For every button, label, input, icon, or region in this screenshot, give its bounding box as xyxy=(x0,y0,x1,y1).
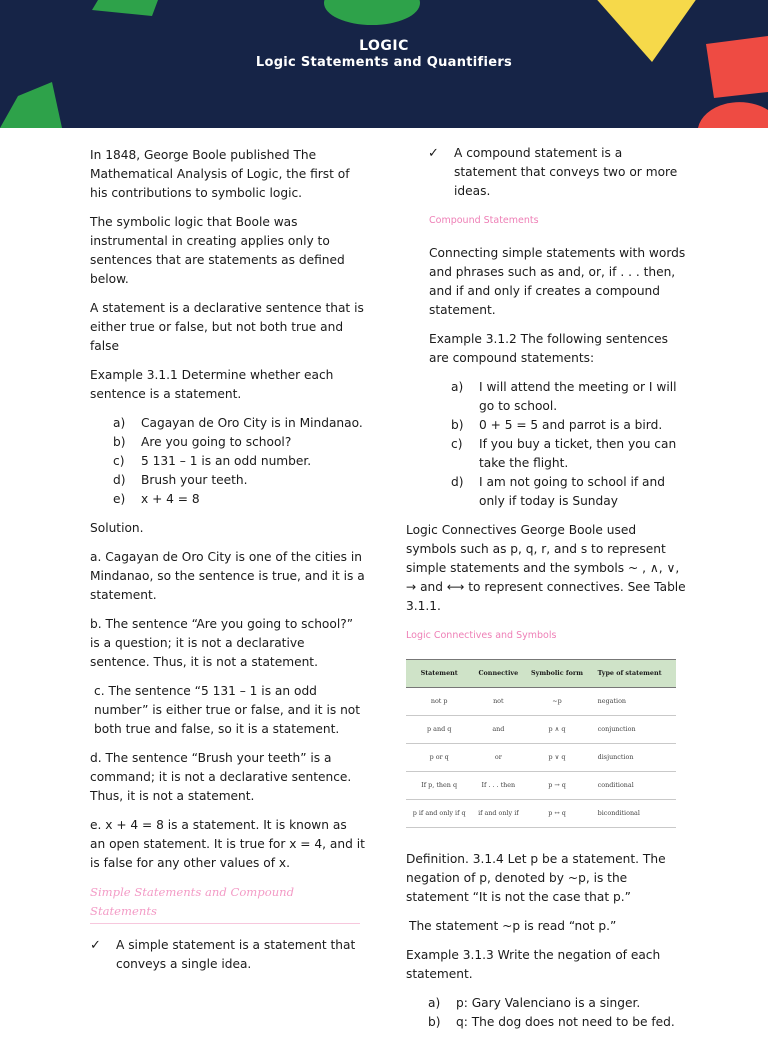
table-cell: or xyxy=(472,744,524,772)
compound-statement-bullet xyxy=(428,144,686,201)
connecting-paragraph: Connecting simple statements with words and phrases such as and, or, if . . . then, and if and only if creates a compound statement. xyxy=(429,246,686,317)
table-cell: p → q xyxy=(524,772,589,800)
table-row xyxy=(406,772,676,800)
solution-d: d. The sentence “Brush your teeth” is a command; it is not a declarative sentence. Thus, it is not a statement. xyxy=(90,751,352,803)
table-cell: not p xyxy=(406,688,472,716)
table-header: Symbolic form xyxy=(524,660,589,688)
table-heading: Logic Connectives and Symbols xyxy=(406,630,557,641)
intro-paragraph: In 1848, George Boole published The Mathematical Analysis of Logic, the first of his contributions to symbolic logic. xyxy=(90,148,350,200)
table-cell: p ↔ q xyxy=(524,800,589,828)
table-cell: ~p xyxy=(524,688,589,716)
table-row xyxy=(406,688,676,716)
list-item: b) q: The dog does not need to be fed. xyxy=(428,1015,675,1029)
compound-statements-heading: Compound Statements xyxy=(429,215,539,226)
banner-subtitle: Logic Statements and Quantifiers xyxy=(255,55,513,70)
example-3-1-3-list xyxy=(428,994,686,1032)
table-cell: negation xyxy=(590,688,676,716)
solution-b: b. The sentence “Are you going to school?” is a question; it is not a declarative sentence. Thus, it is not a statement. xyxy=(90,617,354,669)
list-item: b) 0 + 5 = 5 and parrot is a bird. xyxy=(451,418,663,432)
table-cell: If . . . then xyxy=(472,772,524,800)
check-icon: ✓ xyxy=(428,146,439,161)
banner-title: LOGIC xyxy=(359,38,409,54)
check-icon: ✓ xyxy=(90,938,101,953)
example-3-1-1-title: Example 3.1.1 Determine whether each sentence is a statement. xyxy=(90,368,334,401)
table-cell: and xyxy=(472,716,524,744)
solution-c: c. The sentence “5 131 – 1 is an odd number” is either true or false, and it is not both true and false, so it is a statement. xyxy=(94,684,361,736)
intro-paragraph-2: The symbolic logic that Boole was instrumental in creating applies only to sentences that are statements as defined below. xyxy=(90,215,345,286)
list-item: d) Brush your teeth. xyxy=(113,473,248,487)
list-item: a) Cagayan de Oro City is in Mindanao. xyxy=(113,416,363,430)
table-cell: p ∧ q xyxy=(524,716,589,744)
table-cell: conjunction xyxy=(590,716,676,744)
table-header: Statement xyxy=(406,660,472,688)
example-3-1-3-title: Example 3.1.3 Write the negation of each statement. xyxy=(406,948,661,981)
example-3-1-1-list xyxy=(113,414,365,509)
table-cell: p and q xyxy=(406,716,472,744)
list-item: a) p: Gary Valenciano is a singer. xyxy=(428,996,641,1010)
list-item: a) I will attend the meeting or I will go to school. xyxy=(451,380,677,413)
definition-3-1-4: Definition. 3.1.4 Let p be a statement. The negation of p, denoted by ~p, is the statement “It is not the case that p.” xyxy=(406,852,666,904)
read-as-paragraph: The statement ~p is read “not p.” xyxy=(409,919,617,933)
left-column xyxy=(90,146,365,984)
list-item: d) I am not going to school if and only if today is Sunday xyxy=(451,475,665,508)
table-header: Type of statement xyxy=(590,660,676,688)
green-circle-shape xyxy=(324,0,420,25)
list-item: b) Are you going to school? xyxy=(113,435,292,449)
table-cell: p if and only if q xyxy=(406,800,472,828)
table-header: Connective xyxy=(472,660,524,688)
table-header-row xyxy=(406,660,676,688)
solution-a: a. Cagayan de Oro City is one of the cities in Mindanao, so the sentence is true, and it is a statement. xyxy=(90,550,365,602)
simple-statement-bullet xyxy=(90,936,365,974)
table-cell: conditional xyxy=(590,772,676,800)
list-item: e) x + 4 = 8 xyxy=(113,492,200,506)
table-cell: if and only if xyxy=(472,800,524,828)
table-cell: disjunction xyxy=(590,744,676,772)
table-cell: not xyxy=(472,688,524,716)
green-triangle-shape xyxy=(0,82,62,128)
compound-statement-text: A compound statement is a statement that conveys two or more ideas. xyxy=(454,146,678,198)
solution-e: e. x + 4 = 8 is a statement. It is known as an open statement. It is true for x = 4, and it is false for any other values of x. xyxy=(90,818,365,870)
list-item: c) 5 131 – 1 is an odd number. xyxy=(113,454,312,468)
statement-definition: A statement is a declarative sentence that is either true or false, but not both true and false xyxy=(90,301,364,353)
connectives-table xyxy=(406,659,676,828)
red-semicircle-shape xyxy=(698,102,768,128)
list-item: c) If you buy a ticket, then you can take the flight. xyxy=(451,437,677,470)
table-cell: p ∨ q xyxy=(524,744,589,772)
green-rectangle-shape xyxy=(92,0,158,16)
connectives-paragraph: Logic Connectives George Boole used symbols such as p, q, r, and s to represent simple statements and the symbols ~ , ∧, ∨, → and ⟷ to represent connectives. See Table 3.1.1. xyxy=(406,523,686,613)
header-banner xyxy=(0,0,768,128)
example-3-1-2-title: Example 3.1.2 The following sentences are compound statements: xyxy=(429,332,668,365)
right-column xyxy=(406,146,686,1042)
example-3-1-2-list xyxy=(451,378,686,511)
table-cell: If p, then q xyxy=(406,772,472,800)
solution-label: Solution. xyxy=(90,521,144,535)
table-row xyxy=(406,716,676,744)
table-row xyxy=(406,800,676,828)
section-heading-simple-compound: Simple Statements and Compound Statements xyxy=(90,883,360,924)
table-row xyxy=(406,744,676,772)
table-cell: p or q xyxy=(406,744,472,772)
simple-statement-text: A simple statement is a statement that conveys a single idea. xyxy=(116,938,356,971)
table-cell: biconditional xyxy=(590,800,676,828)
